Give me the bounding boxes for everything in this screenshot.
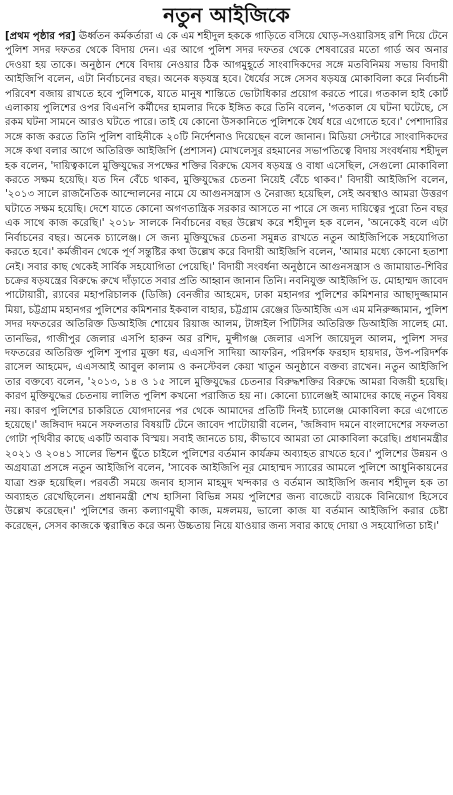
article-body (5, 30, 448, 534)
paragraph-text: ঊর্ধ্বতন কর্মকর্তারা এ কে এম শহীদুল হককে গাড়িতে বসিয়ে ঘোড়-সওয়ারিসহ রশি দিয়ে টেনে পুলিশ সদর দফতর থেকে বিদায় দেন। এর আগে পুলিশ সদর দফতর থেকে শেষবারের মতো গার্ড অব অনার দেওয়া হয় তাকে। অনুষ্ঠান শেষে বিদায় নেওয়ার ঠিক আগমুহূর্তে সাংবাদিকদের সঙ্গে মতবিনিময় সভায় বিদায়ী আইজিপি বলেন, এটা নির্বাচনের বছর। অনেক ষড়যন্ত্র হবে। ধৈর্যের সঙ্গে সেসব ষড়যন্ত্র মোকাবিলা করে নির্বাচনী পরিবেশ বজায় রাখতে হবে পুলিশকে, যাতে মানুষ শান্তিতে ভোটাধিকার প্রয়োগ করতে পারে। গতকাল হাই কোর্ট এলাকায় পুলিশের ওপর বিএনপি কর্মীদের হামলার দিকে ইঙ্গিত করে তিনি বলেন, 'গতকাল যে ঘটনা ঘটেছে, সে রকম ঘটনা সামনে আরও ঘটতে পারে। তাই যে কোনো উসকানিতে পুলিশকে ধৈর্য ধরে এগোতে হবে।' পেশাদারির সঙ্গে কাজ করতে তিনি পুলিশ বাহিনীকে ২০টি নির্দেশনাও দিয়েছেন বলে জানান। মিডিয়া সেন্টারে সাংবাদিকদের সঙ্গে কথা বলার আগে অতিরিক্ত আইজিপি (প্রশাসন) মোখলেসুর রহমানের সভাপতিত্বে বিদায় সংবর্ধনায় শহীদুল হক বলেন, 'দায়িত্বকালে মুক্তিযুদ্ধের সপক্ষের শক্তির বিরুদ্ধে যেসব ষড়যন্ত্র ও বাধা এসেছিল, সেগুলো মোকাবিলা করতে সক্ষম হয়েছি। যত দিন বেঁচে থাকব, মুক্তিযুদ্ধের চেতনা নিয়েই বেঁচে থাকব।' বিদায়ী আইজিপি বলেন, '২০১৩ সালে রাজনৈতিক আন্দোলনের নামে যে আগুনসন্ত্রাস ও নৈরাজ্য হয়েছিল, সেই অবস্থাও আমরা উত্তরণ ঘটাতে সক্ষম হয়েছি। দেশে যাতে কোনো অগণতান্ত্রিক সরকার আসতে না পারে সে জন্য দায়িত্বের পুরো তিন বছর এক সাথে কাজ করেছি।' ২০১৮ সালকে নির্বাচনের বছর উল্লেখ করে শহীদুল হক বলেন, 'অনেকেই বলে এটা নির্বাচনের বছর। অনেক চ্যালেঞ্জ। সে জন্য মুক্তিযুদ্ধের চেতনা সমুন্নত রাখতে নতুন আইজিপিকে সহযোগিতা করতে হবে।' কর্মজীবন থেকে পূর্ণ সন্তুষ্টির কথা উল্লেখ করে বিদায়ী আইজিপি বলেন, 'আমার মধ্যে কোনো হতাশা নেই। সবার কাছ থেকেই সার্বিক সহযোগিতা পেয়েছি।' বিদায়ী সংবর্ধনা অনুষ্ঠানে আগুনসন্ত্রাস ও জামায়াত-শিবির চক্রের ষড়যন্ত্রের বিরুদ্ধে রুখে দাঁড়াতে সবার প্রতি আহ্বান জানান তিনি। নবনিযুক্ত আইজিপি ড. মোহাম্মদ জাবেদ পাটোয়ারী, র‌্যাবের মহাপরিচালক (ডিজি) বেনজীর আহমেদ, ঢাকা মহানগর পুলিশের কমিশনার আছাদুজ্জামান মিয়া, চট্টগ্রাম মহানগর পুলিশের কমিশনার ইকবাল বাহার, চট্টগ্রাম রেঞ্জের ডিআইজি এস এম মনিরুজ্জামান, পুলিশ সদর দফতরের অতিরিক্ত ডিআইজি শোয়েব রিয়াজ আলম, টাঙ্গাইল পিটিসির অতিরিক্ত ডিআইজি সালেহ মো. তানভির, গাজীপুর জেলার এসপি হারুন অর রশিদ, মুন্সীগঞ্জ জেলার এসপি জায়েদুল আলম, পুলিশ সদর দফতরের অতিরিক্ত পুলিশ সুপার মুক্তা ধর, এএসপি সাদিয়া আফরিন, পরিদর্শক ফরহাদ হায়দার, উপ-পরিদর্শক রাসেল আহমেদ, এএসআই আবুল কালাম ও কনস্টেবল কেয়া খাতুন অনুষ্ঠানে বক্তব্য রাখেন। নতুন আইজিপি তার বক্তব্যে বলেন, '২০১৩, ১৪ ও ১৫ সালে মুক্তিযুদ্ধের চেতনার বিরুদ্ধশক্তির বিরুদ্ধে আমরা বিজয়ী হয়েছি। কারণ মুক্তিযুদ্ধের চেতনায় লালিত পুলিশ কখনো পরাজিত হয় না। কোনো চ্যালেঞ্জই আমাদের কাছে নতুন বিষয় নয়। কারণ পুলিশের চাকরিতে যোগদানের পর থেকে আমাদের প্রতিটি দিনই চ্যালেঞ্জ মোকাবিলা করে এগোতে হয়েছে।' জঙ্গিবাদ দমনে সফলতার বিষয়টি টেনে জাবেদ পাটোয়ারী বলেন, 'জঙ্গিবাদ দমনে বাংলাদেশের সফলতা গোটা পৃথিবীর কাছে একটি অবাক বিস্ময়। সবাই জানতে চায়, কীভাবে আমরা তা মোকাবিলা করেছি। প্রধানমন্ত্রীর ২০২১ ও ২০৪১ সালের ভিশন ছুঁতে চাইলে পুলিশের বর্তমান কার্যক্রম অব্যাহত রাখতে হবে।' পুলিশের উন্নয়ন ও অগ্রযাত্রা প্রসঙ্গে নতুন আইজিপি বলেন, 'সাবেক আইজিপি নূর মোহাম্মদ স্যারের আমলে পুলিশে আধুনিকায়নের যাত্রা শুরু হয়েছিল। পরবর্তী সময়ে জনাব হাসান মাহমুদ খন্দকার ও বর্তমান আইজিপি জনাব শহীদুল হক তা অব্যাহত রেখেছিলেন। প্রধানমন্ত্রী শেখ হাসিনা বিভিন্ন সময় পুলিশের জন্য বাজেটে ব্যয়কে বিনিয়োগ হিসেবে উল্লেখ করেছেন।' পুলিশের জন্য কল্যাণমুখী কাজ, মঙ্গলময়, ভালো কাজ যা বর্তমান আইজিপি করার চেষ্টা করেছেন, সেসব কাজকে ত্বরান্বিত করে অন্য উচ্চতায় নিয়ে যাওয়ার জন্য সবার কাছে দোয়া ও সহযোগিতা চাই।' (5, 31, 448, 532)
article-paragraph (5, 30, 448, 534)
continued-from-page-label: [প্রথম পৃষ্ঠার পর] (5, 31, 76, 42)
headline: নতুন আইজিকে (163, 3, 290, 27)
